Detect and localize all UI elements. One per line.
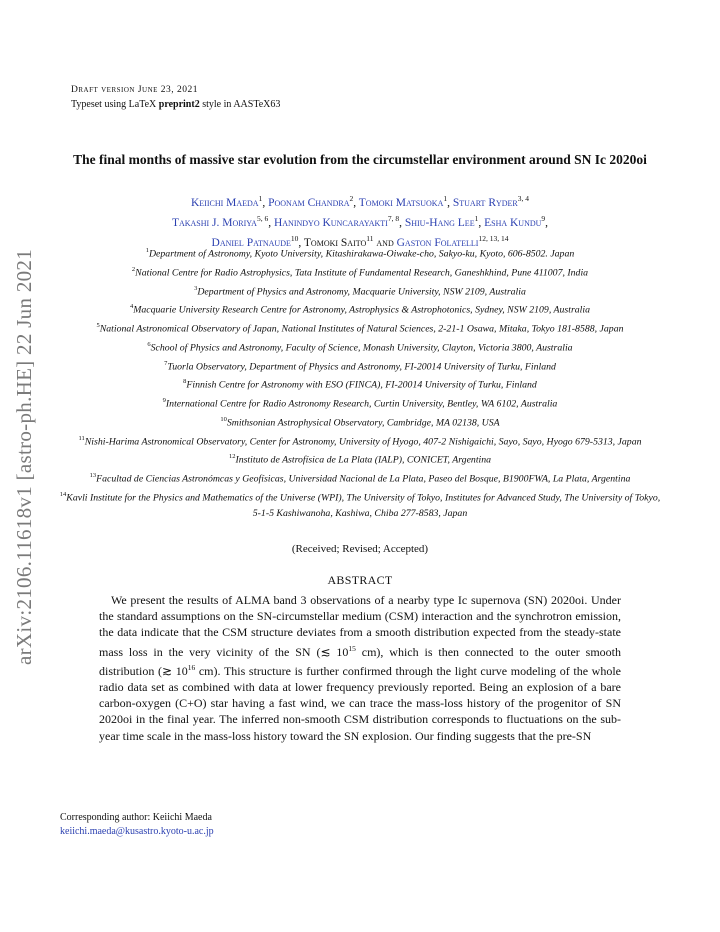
author-email-link[interactable]: keiichi.maeda@kusastro.kyoto-u.ac.jp	[60, 826, 214, 837]
affiliation: $^{11}$Nishi-Harima Astronomical Observatory, Center for Astronomy, University of Hyogo, 407-2 Nishigaichi, Sayo, Sayo, Hyogo 679-5313, Japan	[78, 434, 642, 447]
author-name[interactable]: Takashi J. Moriya	[171, 216, 257, 229]
author-name[interactable]: Esha Kundu	[484, 216, 542, 229]
affiliation: $^2$National Centre for Radio Astrophysics, Tata Institute of Fundamental Research, Ganeshkhind, Pune 411007, India	[131, 265, 589, 279]
received-line: (Received; Revised; Accepted)	[291, 543, 429, 555]
author-name: Tomoki Saito	[303, 236, 367, 249]
author-name[interactable]: Hanindyo Kuncarayakti	[273, 216, 388, 229]
author-line-1: Keiichi Maeda$^1$, Poonam Chandra$^2$, Tomoki Matsuoka$^1$, Stuart Ryder$^{3, 4}$	[190, 194, 530, 209]
affiliation: $^8$Finnish Centre for Astronomy with ESO (FINCA), FI-20014 University of Turku, Finland	[183, 378, 537, 391]
arxiv-identifier[interactable]: arXiv:2106.11618v1 [astro-ph.HE] 22 Jun 2021	[12, 248, 36, 665]
affiliation: $^9$International Centre for Radio Astronomy Research, Curtin University, Bentley, WA 6102, Australia	[162, 397, 558, 410]
paper-title: The final months of massive star evolution from the circumstellar environment around SN Ic 2020oi	[73, 152, 647, 167]
author-name[interactable]: Tomoki Matsuoka	[358, 196, 444, 209]
author-line-2: Takashi J. Moriya$^{5, 6}$, Hanindyo Kuncarayakti$^{7, 8}$, Shiu-Hang Lee$^1$, Esha Kundu$^9$,	[171, 213, 549, 229]
affiliation: $^{13}$Facultad de Ciencias Astronómcas y Geofísicas, Universidad Nacional de La Plata, Paseo del Bosque, B1900FWA, La Plata, Argentina	[89, 472, 631, 485]
affiliation: $^{14}$Kavli Institute for the Physics and Mathematics of the Universe (WPI), The University of Tokyo, Institutes for Advanced Study, The University of Tokyo, 5-1-5 Kashiwanoha, Kashiwa, Chiba 277-8583, Japan	[59, 490, 661, 519]
corresponding-author: Corresponding author: Keiichi Maeda	[60, 812, 212, 823]
affiliation: $^4$Macquarie University Research Centre for Astronomy, Astrophysics & Astrophotonics, Sydney, NSW 2109, Australia	[129, 303, 591, 316]
author-name[interactable]: Shiu-Hang Lee	[404, 216, 475, 229]
author-name[interactable]: Keiichi Maeda	[190, 196, 259, 209]
author-name[interactable]: Poonam Chandra	[268, 196, 350, 209]
affiliation: $^{10}$Smithsonian Astrophysical Observatory, Cambridge, MA 02138, USA	[220, 415, 500, 429]
affiliation-list	[55, 243, 665, 521]
affiliation: $^1$Department of Astronomy, Kyoto University, Kitashirakawa-Oiwake-cho, Sakyo-ku, Kyoto, 606-8502. Japan	[145, 247, 575, 260]
author-name[interactable]: Gaston Folatelli	[396, 236, 479, 249]
and-word: and	[376, 236, 394, 249]
affiliation: $^7$Tuorla Observatory, Department of Physics and Astronomy, FI-20014 University of Turku, Finland	[164, 359, 556, 372]
affiliation: $^{12}$Instituto de Astrofísica de La Plata (IALP), CONICET, Argentina	[228, 453, 492, 466]
affiliation: $^6$School of Physics and Astronomy, Faculty of Science, Monash University, Clayton, Victoria 3800, Australia	[147, 340, 573, 354]
affiliation: $^5$National Astronomical Observatory of Japan, National Institutes of Natural Sciences, 2-21-1 Osawa, Mitaka, Tokyo 181-8588, Japan	[96, 322, 624, 335]
author-name[interactable]: Daniel Patnaude	[211, 236, 291, 249]
latex-logo: LaTeX	[128, 99, 157, 110]
author-name[interactable]: Stuart Ryder	[452, 196, 518, 209]
abstract-heading: ABSTRACT	[327, 573, 393, 587]
author-line-3: Daniel Patnaude$^{10}$, Tomoki Saito$^{11}$ and Gaston Folatelli$^{12, 13, 14}$	[211, 233, 509, 249]
author-list	[60, 191, 660, 250]
abstract-body: We present the results of ALMA band 3 observations of a nearby type Ic supernova (SN) 2020oi. Under the standard assumptions on the SN-circumstellar medium (CSM) interaction and the synchrotron emission, the data indicate that the CSM structure deviates from a smooth distribution expected from the steady-state mass loss in the very vicinity of the SN (≲ $10^{15}$ cm), which is then connected to the outer smooth distribution (≳ $10^{16}$ cm). This structure is further confirmed through the light curve modeling of the whole radio data set as combined with data at lower frequency previously reported. Being an explosion of a bare carbon-oxygen (C+O) star having a fast wind, we can trace the mass-loss history of the progenitor of SN 2020oi in the final year. The inferred non-smooth CSM distribution corresponds to fluctuations on the sub-year time scale in the mass-loss history toward the SN explosion. Our finding suggests that the pre-SN	[99, 593, 621, 743]
affiliation: $^3$Department of Physics and Astronomy, Macquarie University, NSW 2109, Australia	[194, 284, 526, 297]
typeset-line: Typeset using LaTeX preprint2 style in AASTeX63	[71, 99, 281, 110]
draft-version: Draft version June 23, 2021	[71, 85, 199, 95]
